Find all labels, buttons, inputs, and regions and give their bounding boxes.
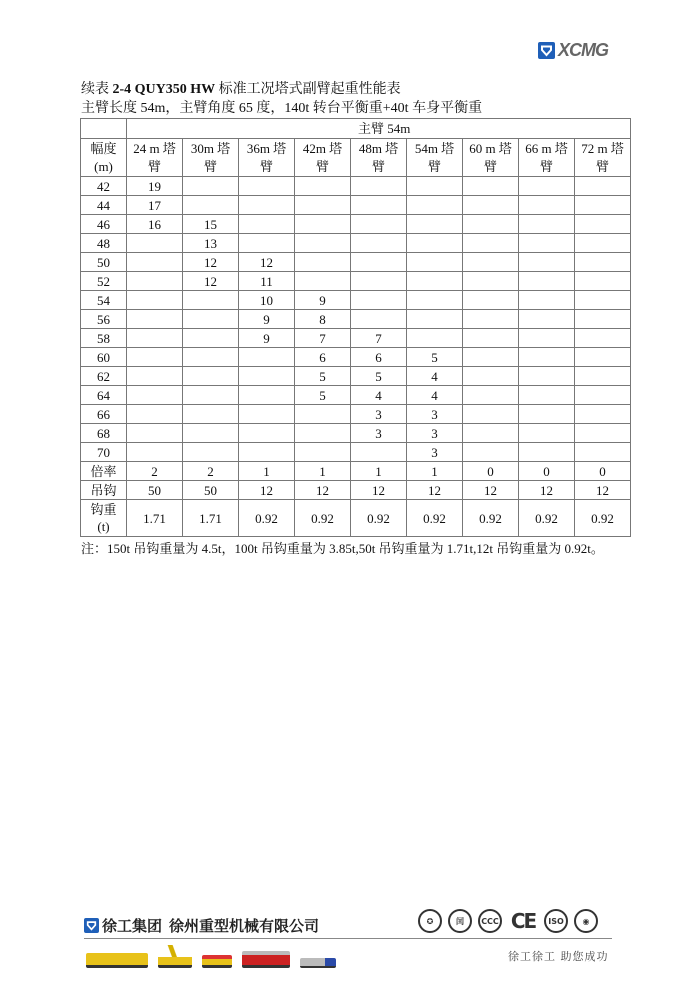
table-cell: 9	[295, 291, 351, 310]
column-header: 60 m 塔 臂	[463, 139, 519, 177]
table-row	[81, 310, 631, 329]
footer-company	[84, 915, 319, 936]
table-row	[81, 234, 631, 253]
table-row	[81, 196, 631, 215]
table-cell	[351, 291, 407, 310]
aerial-work-platform-icon	[300, 958, 336, 968]
certification-seal-icon: 闰	[448, 909, 472, 933]
table-cell	[127, 443, 183, 462]
table-cell	[295, 443, 351, 462]
reeving-row	[81, 462, 631, 481]
radius-cell: 64	[81, 386, 127, 405]
table-cell	[519, 215, 575, 234]
table-row	[81, 291, 631, 310]
table-row	[81, 215, 631, 234]
hook-row	[81, 481, 631, 500]
column-header-row	[81, 139, 631, 177]
radius-cell: 42	[81, 177, 127, 196]
table-cell: 0.92	[351, 500, 407, 537]
table-cell	[575, 234, 631, 253]
table-cell: 15	[183, 215, 239, 234]
group-header-row	[81, 119, 631, 139]
table-cell	[463, 272, 519, 291]
table-cell	[183, 405, 239, 424]
table-cell	[519, 386, 575, 405]
table-cell: 10	[239, 291, 295, 310]
data-rows	[81, 177, 631, 462]
table-cell	[127, 348, 183, 367]
column-header: 66 m 塔 臂	[519, 139, 575, 177]
table-cell	[183, 367, 239, 386]
table-row	[81, 386, 631, 405]
table-cell	[519, 424, 575, 443]
table-cell: 5	[295, 386, 351, 405]
table-cell	[239, 386, 295, 405]
table-cell	[519, 443, 575, 462]
table-row	[81, 443, 631, 462]
table-title: 续表 2-4 QUY350 HW 标准工况塔式副臂起重性能表	[81, 82, 401, 97]
table-cell: 12	[239, 253, 295, 272]
table-cell: 6	[351, 348, 407, 367]
concrete-pump-truck-icon	[202, 955, 232, 968]
table-cell	[239, 348, 295, 367]
xcmg-logo	[538, 40, 608, 61]
table-cell: 12	[463, 481, 519, 500]
table-cell	[463, 310, 519, 329]
radius-cell: 54	[81, 291, 127, 310]
table-cell: 4	[351, 386, 407, 405]
table-cell	[239, 234, 295, 253]
table-cell	[351, 272, 407, 291]
table-cell	[295, 177, 351, 196]
table-cell	[575, 310, 631, 329]
company-name: 徐州重型机械有限公司	[169, 917, 320, 935]
table-cell: 0.92	[463, 500, 519, 537]
table-cell: 12	[351, 481, 407, 500]
table-cell: 0	[519, 462, 575, 481]
table-cell	[575, 329, 631, 348]
table-cell	[407, 329, 463, 348]
lifting-capacity-table	[80, 118, 631, 537]
table-cell	[407, 215, 463, 234]
table-cell: 12	[183, 253, 239, 272]
table-cell	[295, 234, 351, 253]
table-cell: 12	[295, 481, 351, 500]
table-cell	[575, 253, 631, 272]
table-cell	[351, 253, 407, 272]
table-cell	[463, 367, 519, 386]
ccc-mark-icon: CCC	[478, 909, 502, 933]
table-cell: 0.92	[239, 500, 295, 537]
table-cell	[575, 386, 631, 405]
table-cell	[407, 291, 463, 310]
table-cell	[463, 443, 519, 462]
table-cell	[407, 310, 463, 329]
table-cell: 7	[351, 329, 407, 348]
table-cell	[519, 253, 575, 272]
table-cell	[463, 234, 519, 253]
table-cell: 0.92	[295, 500, 351, 537]
table-cell	[463, 215, 519, 234]
table-cell	[239, 177, 295, 196]
table-cell	[519, 310, 575, 329]
table-cell: 3	[351, 405, 407, 424]
table-row	[81, 253, 631, 272]
table-cell	[127, 386, 183, 405]
table-cell	[239, 215, 295, 234]
table-cell	[351, 234, 407, 253]
table-cell: 3	[407, 443, 463, 462]
table-cell	[295, 253, 351, 272]
table-cell	[183, 386, 239, 405]
table-cell: 12	[183, 272, 239, 291]
table-cell: 0.92	[519, 500, 575, 537]
table-cell	[407, 234, 463, 253]
table-cell: 50	[127, 481, 183, 500]
table-cell: 2	[183, 462, 239, 481]
radius-cell: 62	[81, 367, 127, 386]
column-header: 36m 塔 臂	[239, 139, 295, 177]
radius-cell: 66	[81, 405, 127, 424]
certification-seal-icon: ◉	[574, 909, 598, 933]
truck-crane-icon	[86, 953, 148, 968]
table-cell	[239, 367, 295, 386]
table-cell: 6	[295, 348, 351, 367]
table-cell	[183, 443, 239, 462]
table-cell	[463, 177, 519, 196]
table-cell	[519, 291, 575, 310]
radius-cell: 56	[81, 310, 127, 329]
table-cell: 7	[295, 329, 351, 348]
table-cell: 3	[407, 424, 463, 443]
table-cell: 8	[295, 310, 351, 329]
table-cell	[519, 234, 575, 253]
radius-cell: 58	[81, 329, 127, 348]
table-row	[81, 329, 631, 348]
table-note: 注：150t 吊钩重量为 4.5t，100t 吊钩重量为 3.85t,50t 吊钩重量为 1.71t,12t 吊钩重量为 0.92t。	[81, 541, 604, 556]
table-cell	[239, 196, 295, 215]
table-cell	[463, 291, 519, 310]
table-cell: 9	[239, 329, 295, 348]
table-cell	[183, 329, 239, 348]
table-cell	[127, 424, 183, 443]
table-cell	[407, 196, 463, 215]
table-cell	[127, 272, 183, 291]
table-row	[81, 367, 631, 386]
table-cell	[127, 291, 183, 310]
table-cell: 0	[463, 462, 519, 481]
footer-slogan: 徐工徐工 助您成功	[508, 950, 609, 963]
table-cell	[575, 215, 631, 234]
main-boom-header: 主臂 54m	[127, 119, 631, 139]
crawler-crane-icon	[158, 945, 192, 968]
table-cell: 0.92	[407, 500, 463, 537]
column-header: 30m 塔 臂	[183, 139, 239, 177]
table-cell: 1.71	[183, 500, 239, 537]
table-cell: 0.92	[575, 500, 631, 537]
radius-cell: 70	[81, 443, 127, 462]
radius-cell: 68	[81, 424, 127, 443]
table-cell	[519, 196, 575, 215]
table-cell	[239, 405, 295, 424]
table-cell	[407, 272, 463, 291]
table-cell: 2	[127, 462, 183, 481]
table-cell	[575, 272, 631, 291]
table-cell	[463, 405, 519, 424]
row-label: 钩重 (t)	[81, 500, 127, 537]
table-cell	[351, 177, 407, 196]
ce-mark-icon: CE	[510, 909, 536, 933]
table-cell	[127, 253, 183, 272]
table-cell	[575, 424, 631, 443]
radius-cell: 50	[81, 253, 127, 272]
radius-cell: 46	[81, 215, 127, 234]
table-cell	[295, 215, 351, 234]
table-cell	[127, 329, 183, 348]
table-cell	[463, 424, 519, 443]
table-cell	[351, 443, 407, 462]
table-cell	[183, 310, 239, 329]
table-cell: 9	[239, 310, 295, 329]
table-cell	[407, 177, 463, 196]
fire-ladder-truck-icon	[242, 951, 290, 968]
table-cell: 1	[351, 462, 407, 481]
table-cell	[575, 443, 631, 462]
certification-seal-icon: ✪	[418, 909, 442, 933]
table-cell: 1	[239, 462, 295, 481]
group-name: 徐工集团	[102, 917, 163, 935]
table-cell: 12	[575, 481, 631, 500]
footer-divider	[84, 938, 612, 939]
table-cell	[295, 424, 351, 443]
table-cell	[575, 177, 631, 196]
table-cell	[127, 405, 183, 424]
certification-logos	[418, 909, 598, 933]
empty-corner-cell	[81, 119, 127, 139]
table-row	[81, 405, 631, 424]
table-cell: 17	[127, 196, 183, 215]
table-cell	[351, 310, 407, 329]
row-label: 倍率	[81, 462, 127, 481]
table-cell: 50	[183, 481, 239, 500]
table-row	[81, 348, 631, 367]
radius-cell: 48	[81, 234, 127, 253]
table-cell	[575, 196, 631, 215]
table-cell	[575, 348, 631, 367]
radius-cell: 52	[81, 272, 127, 291]
table-cell: 4	[407, 367, 463, 386]
radius-cell: 60	[81, 348, 127, 367]
table-cell	[463, 329, 519, 348]
table-cell	[463, 253, 519, 272]
table-cell	[519, 329, 575, 348]
table-cell	[463, 386, 519, 405]
table-cell	[519, 272, 575, 291]
table-cell	[463, 196, 519, 215]
table-cell: 3	[351, 424, 407, 443]
table-row	[81, 177, 631, 196]
table-cell: 5	[351, 367, 407, 386]
table-cell	[183, 424, 239, 443]
table-cell: 1	[295, 462, 351, 481]
column-header: 42m 塔 臂	[295, 139, 351, 177]
table-cell	[295, 272, 351, 291]
radius-cell: 44	[81, 196, 127, 215]
table-cell	[519, 348, 575, 367]
table-cell	[295, 196, 351, 215]
xcmg-shield-icon	[84, 918, 99, 933]
table-cell: 0	[575, 462, 631, 481]
table-cell	[351, 215, 407, 234]
product-images	[86, 944, 336, 968]
table-row	[81, 424, 631, 443]
table-cell: 16	[127, 215, 183, 234]
hook-weight-row	[81, 500, 631, 537]
table-row	[81, 272, 631, 291]
table-cell: 13	[183, 234, 239, 253]
table-cell	[519, 405, 575, 424]
table-cell: 3	[407, 405, 463, 424]
table-cell	[575, 291, 631, 310]
table-cell	[127, 234, 183, 253]
table-cell	[575, 405, 631, 424]
table-cell	[183, 348, 239, 367]
table-cell	[239, 443, 295, 462]
logo-text: XCMG	[558, 40, 608, 60]
column-header: 24 m 塔 臂	[127, 139, 183, 177]
table-cell: 12	[239, 481, 295, 500]
table-cell: 19	[127, 177, 183, 196]
table-cell: 11	[239, 272, 295, 291]
table-cell	[127, 310, 183, 329]
row-label: 吊钩	[81, 481, 127, 500]
table-cell: 1.71	[127, 500, 183, 537]
table-cell: 5	[407, 348, 463, 367]
table-cell	[519, 367, 575, 386]
table-cell	[239, 424, 295, 443]
table-cell	[463, 348, 519, 367]
table-cell	[295, 405, 351, 424]
table-cell: 4	[407, 386, 463, 405]
table-subtitle: 主臂长度 54m，主臂角度 65 度，140t 转台平衡重+40t 车身平衡重	[81, 101, 483, 116]
column-header: 48m 塔 臂	[351, 139, 407, 177]
xcmg-shield-icon	[538, 42, 555, 59]
table-cell	[519, 177, 575, 196]
iso-seal-icon: ISO	[544, 909, 568, 933]
radius-header: 幅度 (m)	[81, 139, 127, 177]
column-header: 72 m 塔 臂	[575, 139, 631, 177]
table-cell: 12	[407, 481, 463, 500]
table-cell	[575, 367, 631, 386]
table-cell	[183, 291, 239, 310]
table-cell	[183, 177, 239, 196]
table-cell	[351, 196, 407, 215]
table-cell: 5	[295, 367, 351, 386]
table-cell	[127, 367, 183, 386]
table-cell: 12	[519, 481, 575, 500]
table-cell	[407, 253, 463, 272]
column-header: 54m 塔 臂	[407, 139, 463, 177]
table-cell: 1	[407, 462, 463, 481]
table-cell	[183, 196, 239, 215]
